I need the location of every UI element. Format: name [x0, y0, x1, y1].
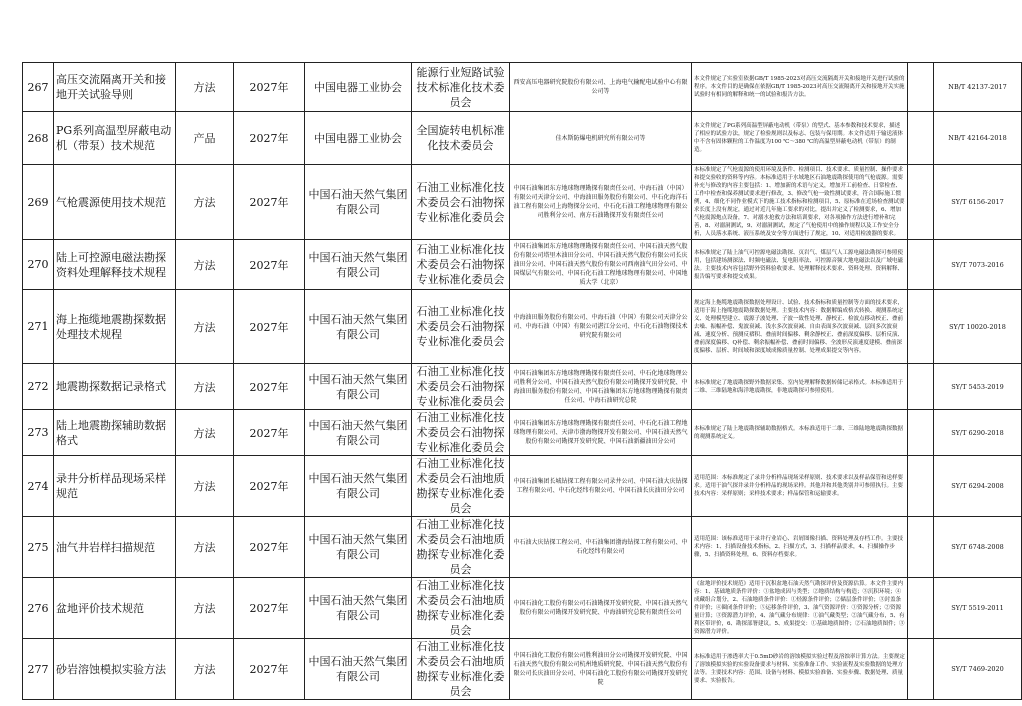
organizing-body: 中国电器工业协会: [305, 63, 412, 112]
completion-year: 2027年: [234, 639, 305, 700]
technical-committee: 石油工业标准化技术委员会石油物探专业标准化委员会: [412, 290, 510, 364]
organizing-body: 中国石油天然气集团有限公司: [305, 639, 412, 700]
organizing-body: 中国石油天然气集团有限公司: [305, 240, 412, 290]
replaced-standard: NB/T 42137-2017: [934, 63, 1022, 112]
standard-name: 气枪震源使用技术规范: [54, 165, 176, 240]
blank-cell: [908, 240, 934, 290]
organizing-body: 中国石油天然气集团有限公司: [305, 290, 412, 364]
standard-name: 陆上地震勘探辅助数据格式: [54, 410, 176, 456]
technical-committee: 石油工业标准化技术委员会石油物探专业标准化委员会: [412, 165, 510, 240]
row-number: 273: [23, 410, 54, 456]
drafting-units: 西安高压电器研究院股份有限公司、上海电气输配电试验中心有限公司等: [510, 63, 692, 112]
scope-description: 规定海上拖缆地震勘探数据处理设计、试验、技术指标和质量控制等方面的技术要求，适用于海上拖缆地震勘探数据处理。主要技术内容：数据解编成格式转换、观测系统定义、处理模型建立、震源子波处理、子波一致性处理、静校正、检波点移动校正、叠前去噪、振幅补偿、鬼波衰减、浅水多次波衰减、自由表面多次波衰减、层间多次波衰减、速度分析、预测反褶积、叠前时间偏移、剩余静校正、叠前深度偏移、层析反演、叠前深度偏移、Q补偿、剩余振幅补偿、叠前时间偏移、全波形反演速度建模、叠前深度偏移、层析、时间域和深度域成像质量控制、处理成果提交等内容。: [692, 290, 908, 364]
replaced-standard: SY/T 5453-2019: [934, 364, 1022, 410]
row-number: 270: [23, 240, 54, 290]
standard-name: 海上拖缆地震勘探数据处理技术规程: [54, 290, 176, 364]
blank-cell: [908, 639, 934, 700]
table-row: [23, 364, 1022, 410]
drafting-units: 中国石油集团东方地球物理勘探有限责任公司、中石化石油工程地球物理有限公司、天津市渤海物探开发有限公司、中国石油天然气股份有限公司勘探开发研究院、中国石油新疆油田分公司: [510, 410, 692, 456]
table-row: [23, 578, 1022, 639]
drafting-units: 中国石油集团东方地球物理勘探有限责任公司、中石化地球物理公司胜利分公司、中国石油天然气股份有限公司勘探开发研究院、中海油田服务股份有限公司、中国石油集团东方地球物理勘探有限责任公司、中海石油研究总院: [510, 364, 692, 410]
scope-description: 本文件规定了PG系列高温型屏蔽电动机（带泵）的型式、基本参数和技术要求，描述了相应的试验方法，规定了检验规则以及标志、包装与保用期。本文件适用于输送液体中不含有固体颗粒的工作温度为100 ℃～380 ℃的高温型屏蔽电动机（带泵）的制造。: [692, 112, 908, 165]
technical-committee: 石油工业标准化技术委员会石油地质勘探专业标准化委员会: [412, 639, 510, 700]
scope-description: 本标准规定了气枪震源的使用环境及条件、检测项目、技术要求、质量控制、操作要求和提交验收的资料等内容。本标准适用于水域地区石油地震勘探使用的气枪震源。需要补充与修改的内容主要包括：1、增加新的术语与定义，增加开工前检查、日常检查、工作中检查和保养测试要求进行修改，3、修改气枪一致性测试要求，符合国际施工惯例，4、细化不同作业模式下的施工技术指标和检测项目，5、原标准在近场检查测试要求长度上没有规定，通过对近几年施工要求的对比，提出并定义了检测要求，6、增加气枪震源炮点设备，7、对溺水抢救方法和培训要求，对各项操作方法进行增补和完善，8、对溺洞测试，9、对溺洞测试，规定了气枪使用中的操作规程以及工作安全分析，人员落水系统、液压系统及安全等方面进行了规定，10、对适用检波器的要求。: [692, 165, 908, 240]
table-row: [23, 63, 1022, 112]
drafting-units: 中国石油集团长城钻探工程有限公司录井公司、中国石油大庆钻探工程有限公司、中石化经纬有限公司、中国石油长庆油田分公司: [510, 456, 692, 517]
blank-cell: [908, 456, 934, 517]
replaced-standard: SY/T 6748-2008: [934, 517, 1022, 578]
completion-year: 2027年: [234, 578, 305, 639]
standard-type: 方法: [176, 639, 234, 700]
standard-type: 方法: [176, 456, 234, 517]
blank-cell: [908, 410, 934, 456]
standard-name: 盆地评价技术规范: [54, 578, 176, 639]
completion-year: 2027年: [234, 240, 305, 290]
organizing-body: 中国石油天然气集团有限公司: [305, 517, 412, 578]
drafting-units: 中石油大庆钻探工程公司、中石油集团渤海钻探工程有限公司、中石化经纬有限公司: [510, 517, 692, 578]
drafting-units: 中国石油集团东方地球物理勘探有限责任公司、中国石油天然气股份有限公司塔里木油田分公司、中国石油天然气股份有限公司长庆油田分公司、中国石油天然气股份有限公司西南油气田分公司、中国煤层气有限公司、中国石化石油工程地球物理有限公司、中国地质大学（北京）: [510, 240, 692, 290]
scope-description: 适用范围：该标准适用于录井行业岩心、岩屑图像扫描、资料处理及存档工作。主要技术内容：1、扫描设备技术指标，2、扫描方式，3、扫描样品要求，4、扫描操作步骤，5、扫描资料处理，6、资料存档要求。: [692, 517, 908, 578]
standard-name: 地震勘探数据记录格式: [54, 364, 176, 410]
completion-year: 2027年: [234, 165, 305, 240]
row-number: 275: [23, 517, 54, 578]
drafting-units: 佳木斯防爆电机研究所有限公司等: [510, 112, 692, 165]
completion-year: 2027年: [234, 290, 305, 364]
technical-committee: 能源行业短路试验技术标准化技术委员会: [412, 63, 510, 112]
technical-committee: 石油工业标准化技术委员会石油地质勘探专业标准化委员会: [412, 456, 510, 517]
scope-description: 本标准规定了陆上地震勘探辅助数据格式。本标准适用于二维、三维陆地地震勘探数据的观测系统定义。: [692, 410, 908, 456]
table-row: [23, 112, 1022, 165]
row-number: 276: [23, 578, 54, 639]
blank-cell: [908, 165, 934, 240]
row-number: 274: [23, 456, 54, 517]
standard-type: 方法: [176, 63, 234, 112]
drafting-units: 中国石油化工股份有限公司石油勘探开发研究院、中国石油天然气股份有限公司勘探开发研究院、中海油研究总院有限责任公司: [510, 578, 692, 639]
replaced-standard: SY/T 6294-2008: [934, 456, 1022, 517]
technical-committee: 石油工业标准化技术委员会石油物探专业标准化委员会: [412, 240, 510, 290]
completion-year: 2027年: [234, 517, 305, 578]
technical-committee: 石油工业标准化技术委员会石油物探专业标准化委员会: [412, 410, 510, 456]
technical-committee: 石油工业标准化技术委员会石油物探专业标准化委员会: [412, 364, 510, 410]
completion-year: 2027年: [234, 364, 305, 410]
table-row: [23, 240, 1022, 290]
standard-type: 方法: [176, 165, 234, 240]
standard-name: 高压交流隔离开关和接地开关试验导则: [54, 63, 176, 112]
organizing-body: 中国石油天然气集团有限公司: [305, 165, 412, 240]
completion-year: 2027年: [234, 410, 305, 456]
standard-type: 产品: [176, 112, 234, 165]
blank-cell: [908, 290, 934, 364]
standard-name: 陆上可控源电磁法勘探资料处理解释技术规程: [54, 240, 176, 290]
replaced-standard: NB/T 42164-2018: [934, 112, 1022, 165]
standard-name: PG系列高温型屏蔽电动机（带泵）技术规范: [54, 112, 176, 165]
replaced-standard: SY/T 7469-2020: [934, 639, 1022, 700]
technical-committee: 石油工业标准化技术委员会石油地质勘探专业标准化委员会: [412, 517, 510, 578]
standard-name: 油气井岩样扫描规范: [54, 517, 176, 578]
blank-cell: [908, 364, 934, 410]
row-number: 269: [23, 165, 54, 240]
standard-name: 砂岩溶蚀模拟实验方法: [54, 639, 176, 700]
standard-type: 方法: [176, 410, 234, 456]
scope-description: 本标准规定了陆上油气可控源电磁法勘探、页岩气、煤层气人工源电磁法勘探可参照使用，包括建场测深法、时频电磁法、复电阻率法、可控源音频大地电磁法以及广域电磁法。主要技术内容包括野外资料验收要求、处理解释技术要求、资料处理、资料解释、报告编写要求和提交成果。: [692, 240, 908, 290]
scope-description: 适用范围：本标准规定了录井分析样品现场采样原则、技术要求以及样品保管和送样要求。适用于油气探井录井分析样品的现场采样。其他井和其他类别井可参照执行。主要技术内容：采样原则；采样技术要求；样品保管和运输要求。: [692, 456, 908, 517]
row-number: 271: [23, 290, 54, 364]
row-number: 268: [23, 112, 54, 165]
table-row: [23, 410, 1022, 456]
row-number: 267: [23, 63, 54, 112]
technical-committee: 全国旋转电机标准化技术委员会: [412, 112, 510, 165]
completion-year: 2027年: [234, 112, 305, 165]
organizing-body: 中国石油天然气集团有限公司: [305, 364, 412, 410]
technical-committee: 石油工业标准化技术委员会石油地质勘探专业标准化委员会: [412, 578, 510, 639]
row-number: 277: [23, 639, 54, 700]
row-number: 272: [23, 364, 54, 410]
standard-type: 方法: [176, 517, 234, 578]
completion-year: 2027年: [234, 63, 305, 112]
standard-type: 方法: [176, 364, 234, 410]
replaced-standard: SY/T 7073-2016: [934, 240, 1022, 290]
blank-cell: [908, 578, 934, 639]
standard-type: 方法: [176, 290, 234, 364]
drafting-units: 中国石油化工股份有限公司胜利油田分公司勘探开发研究院、中国石油天然气股份有限公司杭州地质研究院、中国石油天然气股份有限公司长庆油田分公司、中国石油化工股份有限公司勘探开发研究院: [510, 639, 692, 700]
completion-year: 2027年: [234, 456, 305, 517]
scope-description: 本文件规定了实验室依据GB/T 1985-2023对高压交流隔离开关和接地开关进行试验的程序。本文件目的是确保在依据GB/T 1985-2023对高压交流隔离开关和接地开关实施试验时有相同的解释和统一的试验和报告方法。: [692, 63, 908, 112]
table-row: [23, 165, 1022, 240]
replaced-standard: SY/T 6290-2018: [934, 410, 1022, 456]
blank-cell: [908, 517, 934, 578]
standard-type: 方法: [176, 240, 234, 290]
scope-description: 本标准规定了地震勘探野外数据采集、室内处理解释数据转储记录格式。本标准适用于二维、三维陆地和海洋地震勘探，非地震勘探可参照使用。: [692, 364, 908, 410]
organizing-body: 中国石油天然气集团有限公司: [305, 410, 412, 456]
standard-name: 录井分析样品现场采样规范: [54, 456, 176, 517]
blank-cell: [908, 63, 934, 112]
standard-type: 方法: [176, 578, 234, 639]
scope-description: 《盆地评价技术规范》适用于沉积盆地石油天然气勘探评价及资源估算。本文件主要内容：1、基础地质条件评价：①盆地成因与类型；②地质结构与构造；③沉积环境；④成藏组合划分，2、石油地质条件评价：①烃源条件评价；②储层条件评价；③封盖条件评价；④圈闭条件评价；⑤运移条件评价，3、油气资源评价：①资源分析；②资源量计算；③资源潜力评价，4、油气藏分布规律：①油气藏类型；②油气藏分布，5、有利区带评价，6、勘探部署建议。5、成果提交：①基础地质图件；②石油地质图件；③资源潜力评价。: [692, 578, 908, 639]
table-row: [23, 456, 1022, 517]
organizing-body: 中国电器工业协会: [305, 112, 412, 165]
table-row: [23, 639, 1022, 700]
organizing-body: 中国石油天然气集团有限公司: [305, 578, 412, 639]
replaced-standard: SY/T 6156-2017: [934, 165, 1022, 240]
drafting-units: 中海油田服务股份有限公司、中海石油（中国）有限公司天津分公司、中海石油（中国）有限公司湛江分公司、中石化石油物探技术研究院有限公司: [510, 290, 692, 364]
organizing-body: 中国石油天然气集团有限公司: [305, 456, 412, 517]
blank-cell: [908, 112, 934, 165]
table-row: [23, 517, 1022, 578]
drafting-units: 中国石油集团东方地球物理勘探有限责任公司、中海石油（中国）有限公司天津分公司、中海油田服务股份有限公司、中石化海洋石油工程有限公司上海物探分公司、中石化石油工程地球物理有限公司胜利分公司、南方石油勘探开发有限责任公司: [510, 165, 692, 240]
scope-description: 本标准适用于渗透率大于0.5mD砂岩的溶蚀模拟实验过程及溶蚀率计算方法。主要规定了溶蚀模拟实验的实验设备要求与材料、实验准备工作、实验流程及实验数据的处理方法等。主要技术内容：范围、设备与材料、模拟实验准备、实验步骤、数据处理、质量要求、实验报告。: [692, 639, 908, 700]
standards-table: [22, 62, 1022, 700]
table-row: [23, 290, 1022, 364]
replaced-standard: SY/T 10020-2018: [934, 290, 1022, 364]
replaced-standard: SY/T 5519-2011: [934, 578, 1022, 639]
